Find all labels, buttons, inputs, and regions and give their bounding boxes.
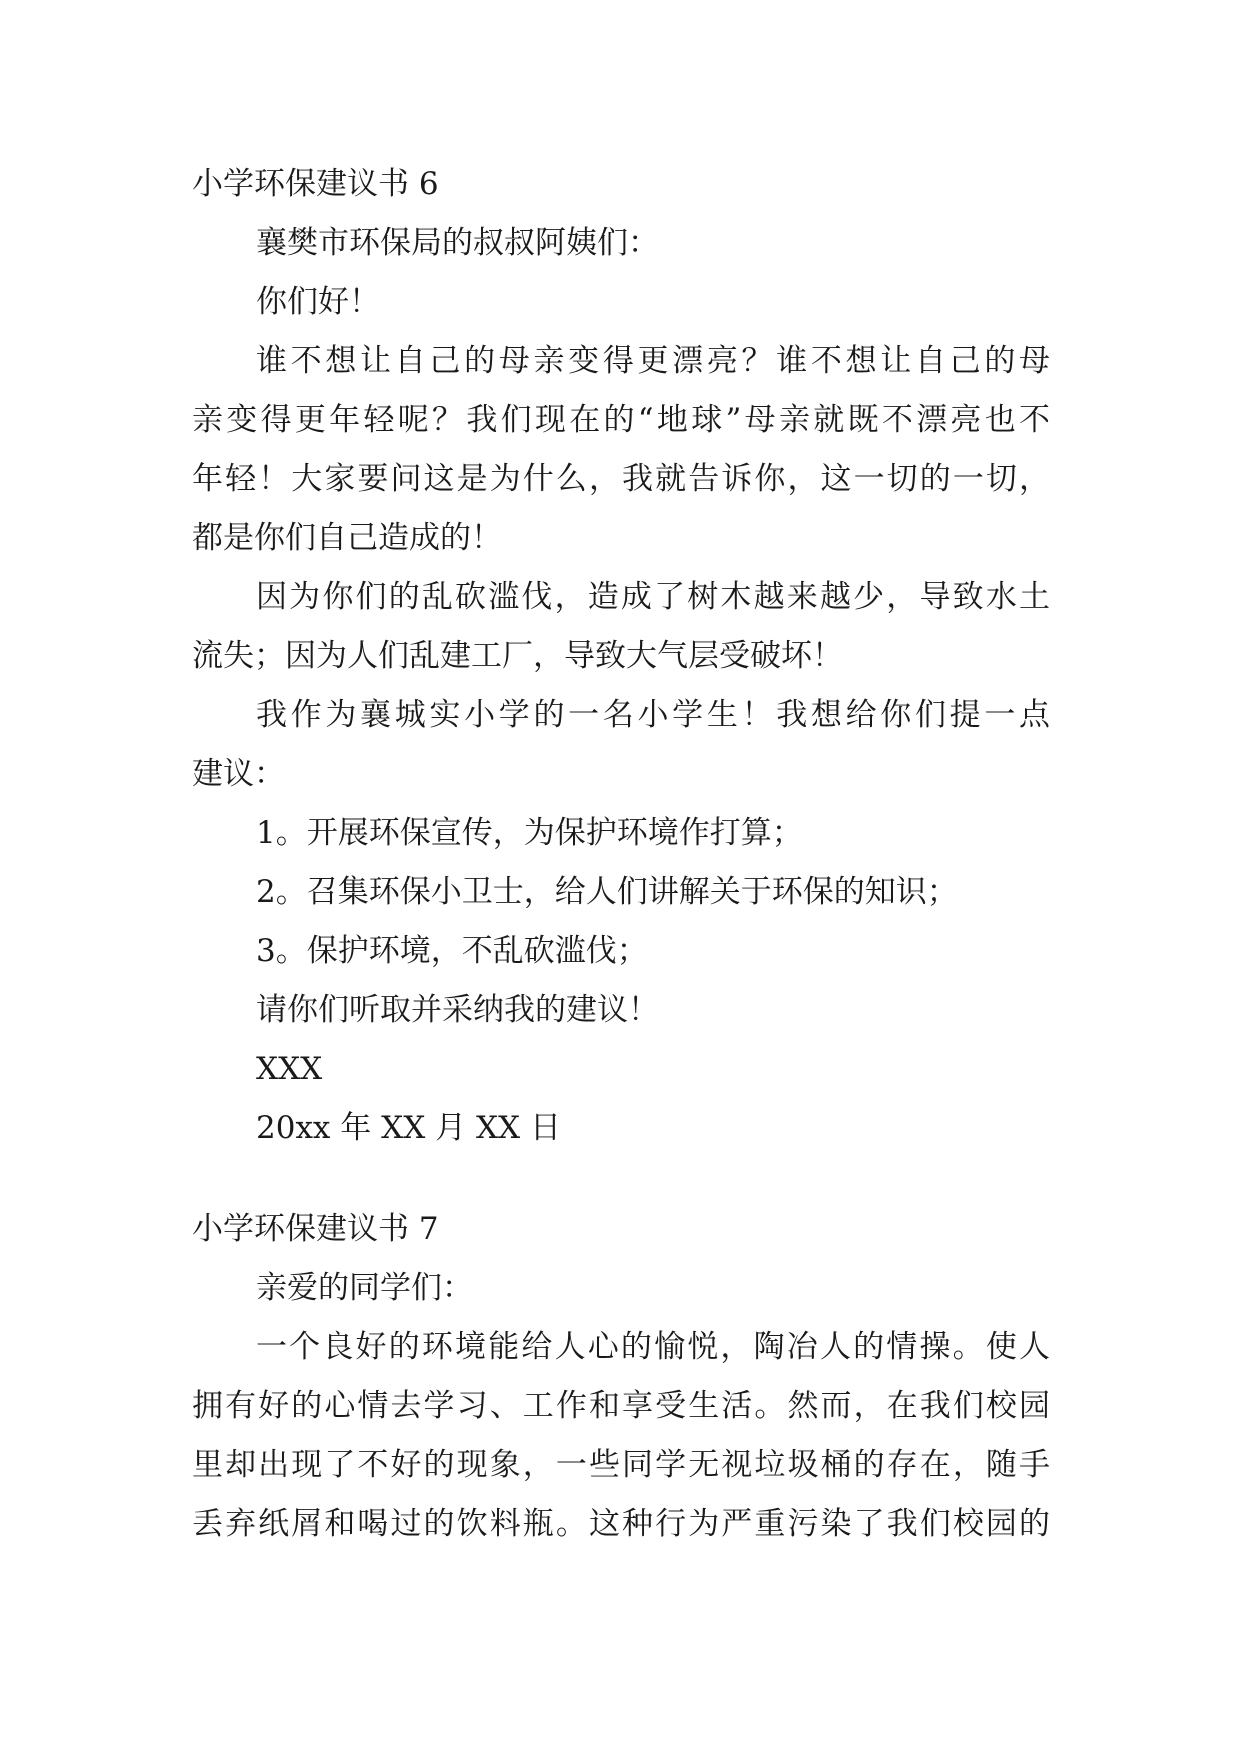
section-title: 小学环保建议书 6	[192, 166, 439, 202]
paragraph-line: 建议：	[192, 756, 285, 792]
paragraph-line: 里却出现了不好的现象，一些同学无视垃圾桶的存在，随手	[192, 1447, 1050, 1483]
salutation: 襄樊市环保局的叔叔阿姨们：	[256, 225, 659, 261]
paragraph-line: 流失；因为人们乱建工厂，导致大气层受破坏！	[192, 638, 843, 674]
list-item: 3。保护环境，不乱砍滥伐；	[256, 933, 648, 969]
paragraph-line: 年轻！大家要问这是为什么，我就告诉你，这一切的一切，	[192, 461, 1050, 497]
signature: XXX	[256, 1051, 323, 1087]
paragraph-line: 亲变得更年轻呢？我们现在的“地球”母亲就既不漂亮也不	[192, 402, 1050, 438]
paragraph-line: 我作为襄城实小学的一名小学生！我想给你们提一点	[256, 697, 1050, 733]
greeting: 你们好！	[256, 284, 380, 320]
date: 20xx 年 XX 月 XX 日	[256, 1110, 561, 1146]
list-item: 1。开展环保宣传，为保护环境作打算；	[256, 815, 803, 851]
section-title: 小学环保建议书 7	[192, 1211, 439, 1247]
paragraph-line: 丢弃纸屑和喝过的饮料瓶。这种行为严重污染了我们校园的	[192, 1506, 1050, 1542]
closing-line: 请你们听取并采纳我的建议！	[256, 992, 659, 1028]
paragraph-line: 一个良好的环境能给人心的愉悦，陶冶人的情操。使人	[256, 1329, 1050, 1365]
salutation: 亲爱的同学们：	[256, 1270, 473, 1306]
paragraph-line: 都是你们自己造成的！	[192, 520, 502, 556]
list-item: 2。召集环保小卫士，给人们讲解关于环保的知识；	[256, 874, 958, 910]
paragraph-line: 拥有好的心情去学习、工作和享受生活。然而，在我们校园	[192, 1388, 1050, 1424]
paragraph-line: 谁不想让自己的母亲变得更漂亮？谁不想让自己的母	[256, 343, 1050, 379]
paragraph-line: 因为你们的乱砍滥伐，造成了树木越来越少，导致水土	[256, 579, 1050, 615]
